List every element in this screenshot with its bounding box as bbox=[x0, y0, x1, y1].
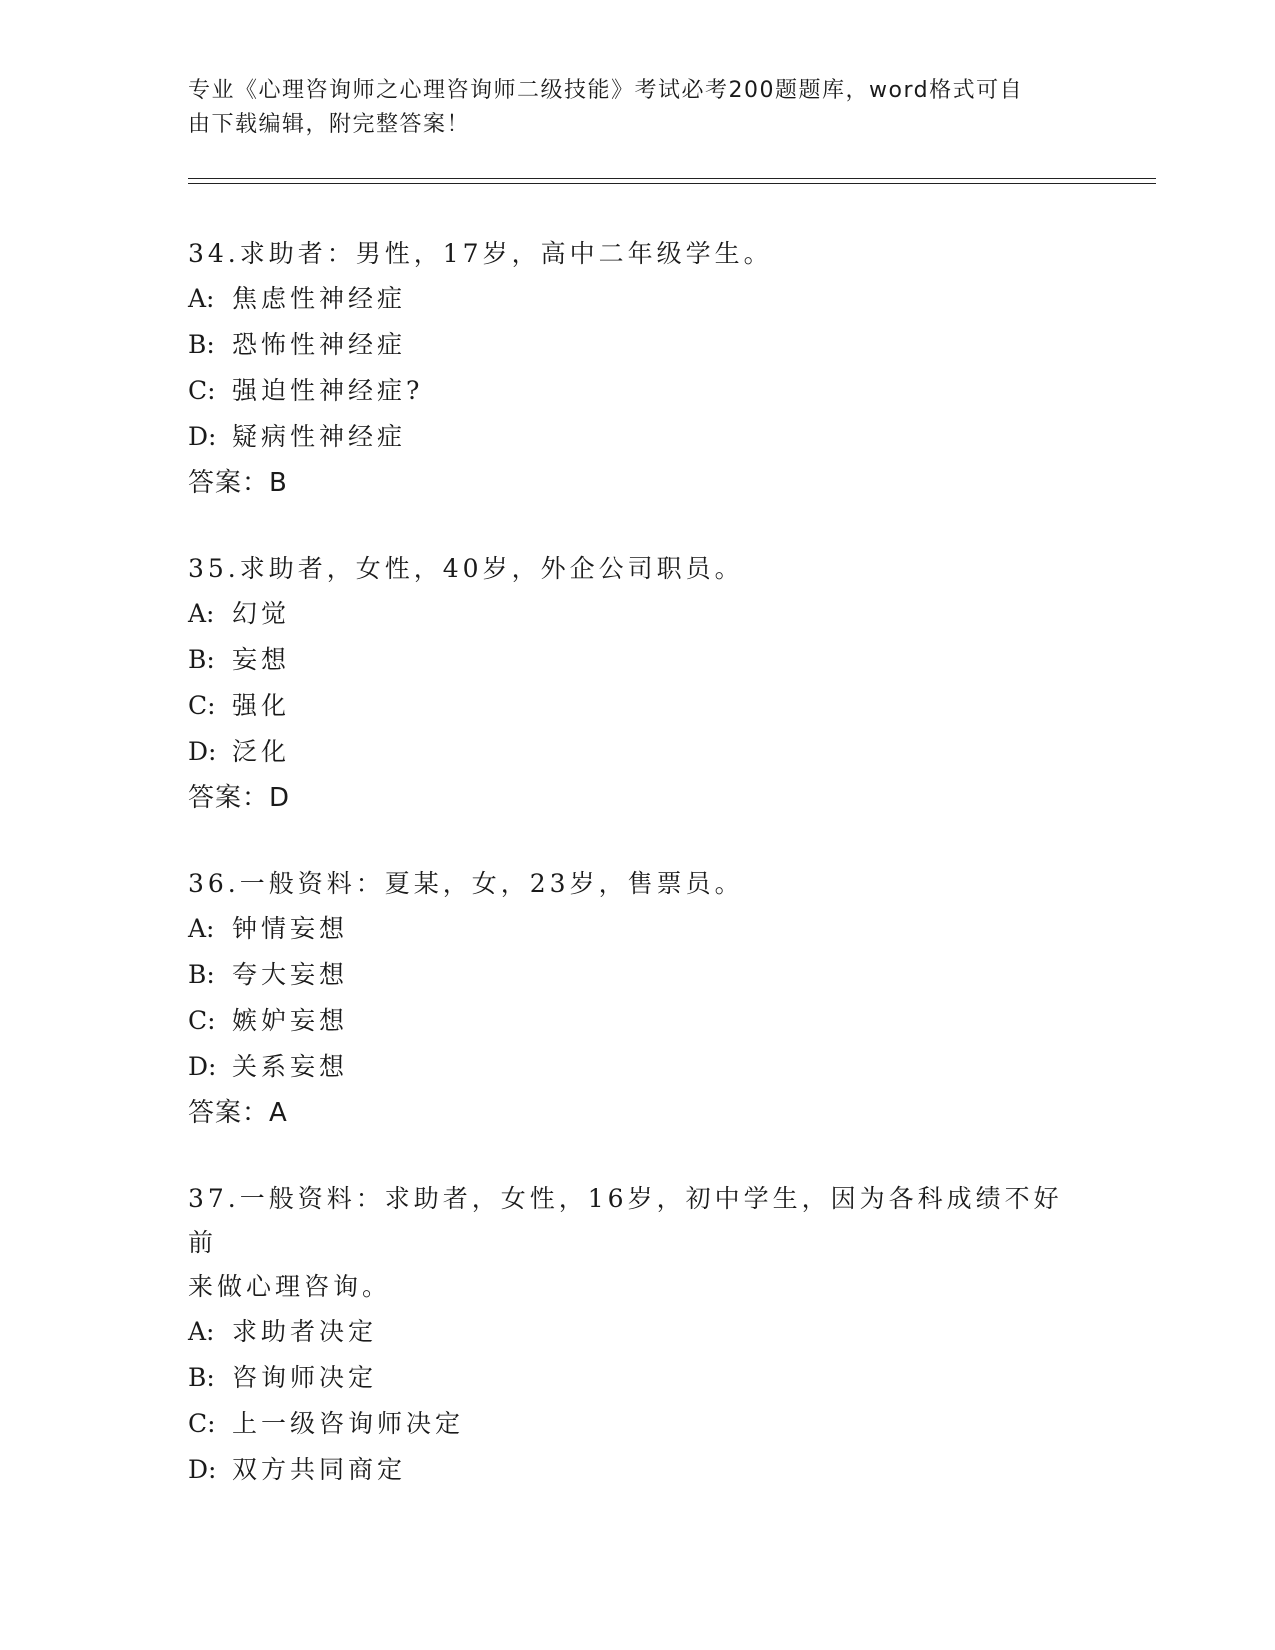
answer-line bbox=[188, 1090, 1088, 1136]
answer-value: B bbox=[269, 468, 288, 498]
option-letter: C: bbox=[188, 691, 216, 720]
question-stem: 34.求助者：男性，17岁，高中二年级学生。 bbox=[188, 239, 773, 268]
answer-line bbox=[188, 460, 1088, 506]
question-stem-line-1: 37.一般资料：求助者，女性，16岁，初中学生，因为各科成绩不好前 bbox=[188, 1184, 1063, 1257]
option-letter: B: bbox=[188, 960, 215, 989]
option-d bbox=[188, 729, 1088, 775]
option-text: 咨询师决定 bbox=[232, 1363, 378, 1392]
question-34 bbox=[188, 232, 1088, 506]
option-c bbox=[188, 1401, 1088, 1447]
header-divider-top bbox=[188, 178, 1156, 179]
question-stem: 35.求助者，女性，40岁，外企公司职员。 bbox=[188, 554, 744, 583]
option-text: 焦虑性神经症 bbox=[232, 284, 407, 313]
answer-label: 答案： bbox=[188, 783, 270, 813]
option-text: 恐怖性神经症 bbox=[232, 330, 407, 359]
option-text: 强化 bbox=[232, 691, 291, 720]
header-divider-bottom bbox=[188, 183, 1156, 184]
option-letter: C: bbox=[188, 376, 216, 405]
document-header bbox=[188, 74, 1088, 142]
question-35 bbox=[188, 547, 1088, 821]
question-36 bbox=[188, 862, 1088, 1136]
option-letter: D: bbox=[188, 422, 217, 451]
option-d bbox=[188, 1044, 1088, 1090]
header-line-2: 由下载编辑，附完整答案！ bbox=[188, 112, 471, 137]
answer-value: D bbox=[269, 783, 291, 813]
option-c bbox=[188, 683, 1088, 729]
option-text: 强迫性神经症? bbox=[232, 376, 424, 405]
option-text: 疑病性神经症 bbox=[232, 422, 407, 451]
option-letter: A: bbox=[188, 1317, 215, 1346]
option-text: 上一级咨询师决定 bbox=[232, 1409, 465, 1438]
option-letter: C: bbox=[188, 1409, 216, 1438]
option-text: 关系妄想 bbox=[232, 1052, 349, 1081]
answer-label: 答案： bbox=[188, 1098, 270, 1128]
option-b bbox=[188, 322, 1088, 368]
option-letter: C: bbox=[188, 1006, 216, 1035]
option-text: 双方共同商定 bbox=[232, 1455, 407, 1484]
option-a bbox=[188, 1309, 1088, 1355]
answer-label: 答案： bbox=[188, 468, 270, 498]
option-b bbox=[188, 1355, 1088, 1401]
option-d bbox=[188, 414, 1088, 460]
option-letter: B: bbox=[188, 645, 215, 674]
option-text: 嫉妒妄想 bbox=[232, 1006, 349, 1035]
option-letter: A: bbox=[188, 914, 215, 943]
option-a bbox=[188, 591, 1088, 637]
option-letter: D: bbox=[188, 737, 217, 766]
option-text: 泛化 bbox=[232, 737, 291, 766]
option-letter: A: bbox=[188, 599, 215, 628]
header-line-1: 专业《心理咨询师之心理咨询师二级技能》考试必考200题题库，word格式可自 bbox=[188, 78, 1024, 103]
option-text: 钟情妄想 bbox=[232, 914, 349, 943]
option-text: 妄想 bbox=[232, 645, 291, 674]
option-text: 幻觉 bbox=[232, 599, 291, 628]
option-letter: B: bbox=[188, 1363, 215, 1392]
option-text: 夸大妄想 bbox=[232, 960, 349, 989]
option-d bbox=[188, 1447, 1088, 1493]
question-stem: 36.一般资料：夏某，女，23岁，售票员。 bbox=[188, 869, 744, 898]
option-letter: A: bbox=[188, 284, 215, 313]
question-37 bbox=[188, 1177, 1088, 1493]
option-a bbox=[188, 276, 1088, 322]
option-b bbox=[188, 952, 1088, 998]
option-c bbox=[188, 368, 1088, 414]
option-letter: D: bbox=[188, 1052, 217, 1081]
answer-line bbox=[188, 775, 1088, 821]
option-a bbox=[188, 906, 1088, 952]
option-b bbox=[188, 637, 1088, 683]
option-c bbox=[188, 998, 1088, 1044]
answer-value: A bbox=[269, 1098, 288, 1128]
option-letter: B: bbox=[188, 330, 215, 359]
option-letter: D: bbox=[188, 1455, 217, 1484]
option-text: 求助者决定 bbox=[232, 1317, 378, 1346]
question-stem-line-2: 来做心理咨询。 bbox=[188, 1272, 392, 1301]
